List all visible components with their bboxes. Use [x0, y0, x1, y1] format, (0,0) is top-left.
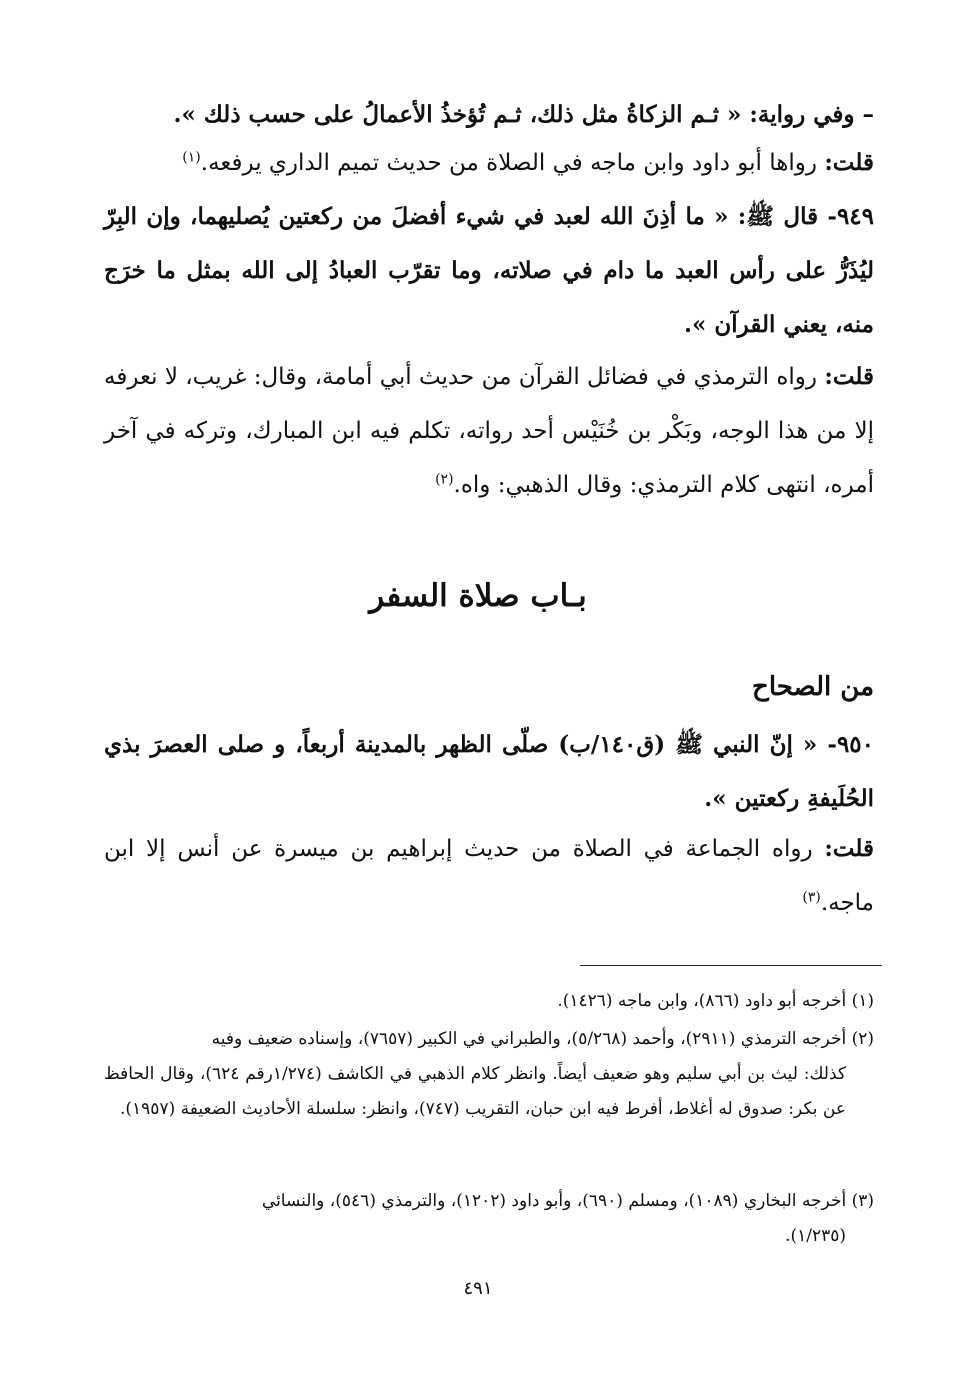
takhrij-text: رواه الترمذي في فضائل القرآن من حديث أبي أمامة، وقال: غريب، لا نعرفه إلا من هذا الوجه، وبَكْر بن خُنَيْس أحد رواته، تكلم فيه ابن المبارك، وتركه في آخر أمره، انتهى كلام الترمذي: وقال الذهبي: واه.: [104, 364, 874, 498]
qultu-label: قلت:: [824, 835, 874, 862]
riwaya-text: – وفي رواية: « ثـم الزكاةُ مثل ذلك، ثـم تُؤخذُ الأعمالُ على حسب ذلك ».: [173, 101, 874, 128]
hadith-950: [104, 718, 874, 826]
footnote-3: [104, 1184, 874, 1254]
hadith-949: [104, 190, 874, 352]
footnote-1-text: (١) أخرجه أبو داود (٨٦٦)، وابن ماجه (١٤٢٦).: [557, 991, 874, 1011]
paragraph-takhrij-2: [104, 350, 874, 512]
footnote-3-continuation: (١/٢٣٥).: [785, 1226, 846, 1246]
footnote-ref-2: (٢): [435, 471, 454, 488]
page-number: ٤٩١: [463, 1278, 493, 1299]
qultu-label: قلت:: [824, 363, 875, 390]
hadith-950-text: ٩٥٠- « إنّ النبي ﷺ (ق١٤٠/ب) صلّى الظهر بالمدينة أربعاً، و صلى العصرَ بذي الحُلَيفةِ ركعتين ».: [104, 731, 874, 812]
footnote-2-first-line: (٢) أخرجه الترمذي (٢٩١١)، وأحمد (٥/٢٦٨)، والطبراني في الكبير (٧٦٥٧)، وإسناده ضعيف وفيه: [211, 1029, 874, 1049]
hadith-949-text: ٩٤٩- قال ﷺ: « ما أذِنَ الله لعبد في شيء أفضلَ من ركعتين يُصليهما، وإن البِرّ ليُذَرُّ على رأس العبد ما دام في صلاته، وما تقرّب العبادُ إلى الله بمثل ما خرَج منه، يعني القرآن ».: [104, 203, 874, 338]
footnote-1: [104, 984, 874, 1019]
paragraph-riwaya: [104, 88, 874, 142]
subsection-title: من الصحاح: [752, 672, 874, 702]
footnote-3-first-line: (٣) أخرجه البخاري (١٠٨٩)، ومسلم (٦٩٠)، وأبو داود (١٢٠٢)، والترمذي (٥٤٦)، والنسائي: [261, 1191, 874, 1211]
qultu-label: قلت:: [824, 149, 874, 176]
takhrij-text: رواها أبو داود وابن ماجه في الصلاة من حديث تميم الداري يرفعه.: [200, 150, 817, 176]
takhrij-text: رواه الجماعة في الصلاة من حديث إبراهيم بن ميسرة عن أنس إلا ابن ماجه.: [104, 836, 874, 916]
paragraph-takhrij-1: [104, 136, 874, 190]
footnote-separator: [580, 965, 882, 966]
footnote-ref-3: (٣): [802, 889, 821, 906]
paragraph-takhrij-3: [104, 822, 874, 930]
footnote-2: [104, 1022, 874, 1127]
footnote-2-continuation: كذلك: ليث بن أبي سليم وهو ضعيف أيضاً. وانظر كلام الذهبي في الكاشف (١/٢٧٤رقم ٦٢٤)، وقال الحافظ عن بكر: صدوق له أغلاط، أفرط فيه ابن حبان، التقريب (٧٤٧)، وانظر: سلسلة الأحاديث الضعيفة (١٩٥٧).: [104, 1064, 846, 1119]
section-title: بـاب صلاة السفر: [369, 578, 587, 614]
footnote-ref-1: (١): [182, 149, 201, 166]
